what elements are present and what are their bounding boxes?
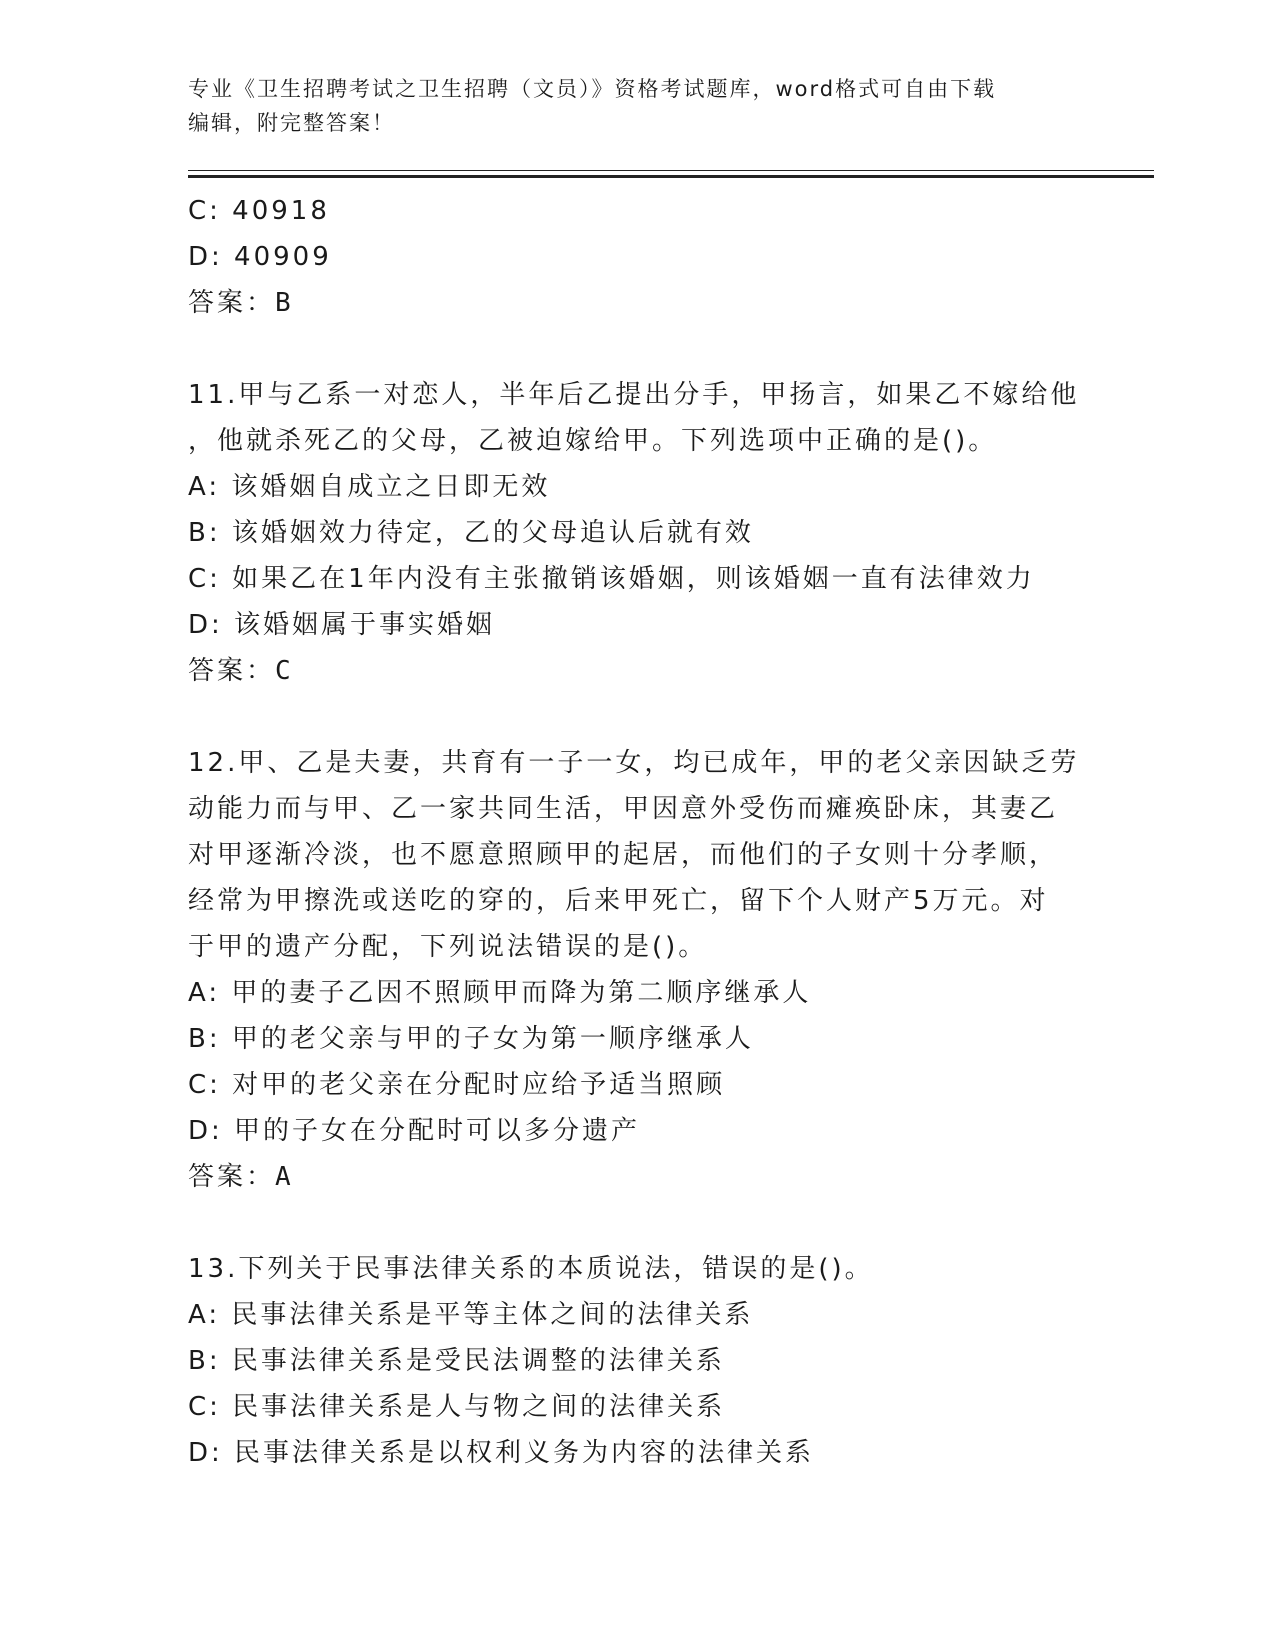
header-line-1: 专业《卫生招聘考试之卫生招聘（文员）》资格考试题库，word格式可自由下载 xyxy=(188,77,997,101)
option-a: A: 该婚姻自成立之日即无效 xyxy=(188,472,551,502)
question-stem-line: 12.甲、乙是夫妻，共育有一子一女，均已成年，甲的老父亲因缺乏劳 xyxy=(188,748,1080,778)
question-13 xyxy=(188,1246,1088,1476)
answer-label: 答案： xyxy=(188,288,276,318)
question-stem-line: 经常为甲擦洗或送吃的穿的，后来甲死亡，留下个人财产5万元。对 xyxy=(188,886,1049,916)
option-c: C: 如果乙在1年内没有主张撤销该婚姻，则该婚姻一直有法律效力 xyxy=(188,564,1035,594)
option-c: C: 对甲的老父亲在分配时应给予适当照顾 xyxy=(188,1070,726,1100)
question-stem-line: 于甲的遗产分配，下列说法错误的是()。 xyxy=(188,932,708,962)
prev-question xyxy=(188,188,1088,326)
answer-value: A xyxy=(275,1162,291,1192)
answer-value: B xyxy=(275,288,291,318)
answer-line xyxy=(188,648,1088,694)
answer-label: 答案： xyxy=(188,1162,276,1192)
document-body xyxy=(188,188,1088,1476)
question-stem-line: 对甲逐渐冷淡，也不愿意照顾甲的起居，而他们的子女则十分孝顺， xyxy=(188,840,1059,870)
option-d: D: 民事法律关系是以权利义务为内容的法律关系 xyxy=(188,1438,815,1468)
option-a: A: 甲的妻子乙因不照顾甲而降为第二顺序继承人 xyxy=(188,978,812,1008)
header-divider-thick xyxy=(188,175,1154,178)
answer-value: C xyxy=(275,656,291,686)
header-line-2: 编辑，附完整答案！ xyxy=(188,111,395,135)
answer-label: 答案： xyxy=(188,656,276,686)
option-b: B: 民事法律关系是受民法调整的法律关系 xyxy=(188,1346,725,1376)
question-12 xyxy=(188,740,1088,1200)
spacer xyxy=(188,326,1088,372)
question-11 xyxy=(188,372,1088,694)
option-d: D: 甲的子女在分配时可以多分遗产 xyxy=(188,1116,641,1146)
answer-line xyxy=(188,1154,1088,1200)
question-stem-line: 13.下列关于民事法律关系的本质说法，错误的是()。 xyxy=(188,1254,874,1284)
option-b: B: 甲的老父亲与甲的子女为第一顺序继承人 xyxy=(188,1024,754,1054)
option-d: D: 40909 xyxy=(188,242,332,272)
option-b: B: 该婚姻效力待定，乙的父母追认后就有效 xyxy=(188,518,754,548)
option-a: A: 民事法律关系是平等主体之间的法律关系 xyxy=(188,1300,754,1330)
question-stem-line: ，他就杀死乙的父母，乙被迫嫁给甲。下列选项中正确的是()。 xyxy=(188,426,998,456)
answer-line xyxy=(188,280,1088,326)
document-header xyxy=(188,72,1088,140)
option-c: C: 40918 xyxy=(188,196,330,226)
question-stem-line: 11.甲与乙系一对恋人，半年后乙提出分手，甲扬言，如果乙不嫁给他 xyxy=(188,380,1080,410)
spacer xyxy=(188,694,1088,740)
question-stem-line: 动能力而与甲、乙一家共同生活，甲因意外受伤而瘫痪卧床，其妻乙 xyxy=(188,794,1059,824)
spacer xyxy=(188,1200,1088,1246)
option-d: D: 该婚姻属于事实婚姻 xyxy=(188,610,496,640)
option-c: C: 民事法律关系是人与物之间的法律关系 xyxy=(188,1392,726,1422)
header-divider-thin xyxy=(188,170,1154,171)
